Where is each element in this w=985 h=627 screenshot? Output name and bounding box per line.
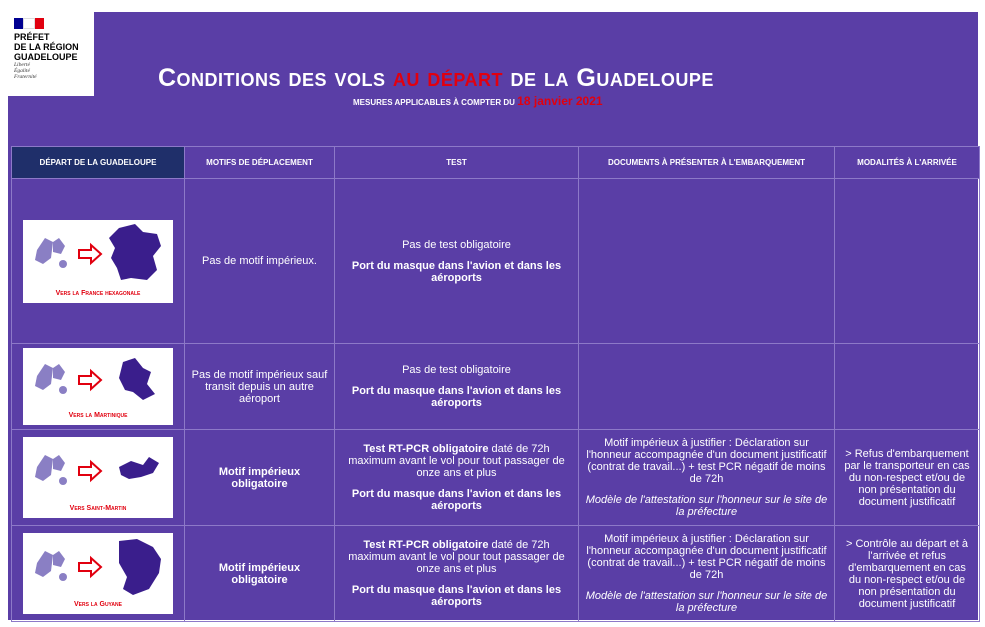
page-title [158,64,858,93]
destination-card-guyane [23,533,173,614]
motif-cell: Motif impérieux obligatoire [185,526,335,622]
header-test: TEST [335,147,579,179]
arrival-cell [835,344,980,430]
documents-cell [579,526,835,622]
header-departure: DÉPART DE LA GUADELOUPE [12,147,185,179]
poster [8,12,978,620]
destination-label: Vers la France hexagonale [55,289,141,297]
arrival-cell [835,179,980,344]
test-requirement-bold: Test RT-PCR obligatoire [363,443,489,455]
table-row [12,526,980,622]
map-guyane-icon [23,533,173,599]
page-subtitle [353,94,673,108]
mask-rule: Port du masque dans l'avion et dans les aéroports [351,259,562,284]
test-requirement-detail: daté de 72h maximum avant le vol pour tout passager de onze ans et plus [348,539,565,575]
motif-cell: Pas de motif impérieux. [185,179,335,344]
motif-cell: Pas de motif impérieux sauf transit depuis un autre aéroport [185,344,335,430]
arrival-cell: > Refus d'embarquement par le transporteur en cas du non-respect et/ou de non présentation du document justificatif [835,430,980,526]
destination-card-saint-martin [23,437,173,518]
documents-note: Modèle de l'attestation sur l'honneur sur le site de la préfecture [585,590,828,614]
test-requirement [341,443,572,479]
destination-label: Vers Saint-Martin [69,505,127,512]
test-cell [335,179,579,344]
table-row [12,430,980,526]
mask-rule: Port du masque dans l'avion et dans les aéroports [351,385,562,409]
logo-motto-2: Égalité [14,68,30,74]
test-cell [335,344,579,430]
destination-label: Vers la Guyane [74,601,122,608]
documents-note: Modèle de l'attestation sur l'honneur sur le site de la préfecture [585,494,828,518]
test-requirement-detail: daté de 72h maximum avant le vol pour tout passager de onze ans et plus [348,443,565,479]
table-header-row [12,147,980,179]
test-cell [335,526,579,622]
destination-label: Vers la Martinique [68,412,128,419]
subtitle-date: 18 janvier 2021 [517,94,603,108]
prefecture-logo [8,12,94,96]
header-arrival: MODALITÉS À L'ARRIVÉE [835,147,980,179]
test-requirement: Pas de test obligatoire [402,364,511,376]
documents-requirement: Motif impérieux à justifier : Déclaration sur l'honneur accompagnée d'un document justificatif (contrat de travail...) + test PCR négatif de moins de 72h [586,437,827,485]
arrival-cell: > Contrôle au départ et à l'arrivée et refus d'embarquement en cas du non-respect et/ou de non présentation du document justificatif [835,526,980,622]
table-row [12,344,980,430]
mask-rule: Port du masque dans l'avion et dans les aéroports [351,488,562,512]
logo-motto-3: Fraternité [14,74,37,80]
destination-cell [12,179,185,344]
french-flag-icon [14,18,44,29]
motif-cell: Motif impérieux obligatoire [185,430,335,526]
logo-line-3: GUADELOUPE [14,52,78,62]
title-part-2: au départ [392,64,504,92]
destination-cell [12,344,185,430]
test-requirement-bold: Test RT-PCR obligatoire [363,539,489,551]
destination-card-france [23,220,173,303]
test-requirement: Pas de test obligatoire [402,238,511,251]
logo-motto-1: Liberté [14,62,30,68]
map-martinique-icon [23,348,173,410]
documents-cell [579,430,835,526]
logo-line-1: PRÉFET [14,32,50,42]
destination-cell [12,430,185,526]
test-requirement [341,539,572,575]
header-documents: DOCUMENTS À PRÉSENTER À L'EMBARQUEMENT [579,147,835,179]
map-france-icon [23,220,173,288]
logo-line-2: DE LA RÉGION [14,42,79,52]
subtitle-text: MESURES APPLICABLES À COMPTER DU [353,98,518,107]
map-saint-martin-icon [23,437,173,503]
mask-rule: Port du masque dans l'avion et dans les aéroports [351,584,562,608]
destination-card-martinique [23,348,173,425]
title-part-3: de la Guadeloupe [503,64,714,92]
documents-requirement: Motif impérieux à justifier : Déclaration sur l'honneur accompagnée d'un document justificatif (contrat de travail...) + test PCR négatif de moins de 72h [586,533,827,581]
documents-cell [579,179,835,344]
conditions-table [11,146,980,622]
test-cell [335,430,579,526]
destination-cell [12,526,185,622]
documents-cell [579,344,835,430]
title-part-1: Conditions des vols [158,64,393,92]
header-motifs: MOTIFS DE DÉPLACEMENT [185,147,335,179]
table-row [12,179,980,344]
